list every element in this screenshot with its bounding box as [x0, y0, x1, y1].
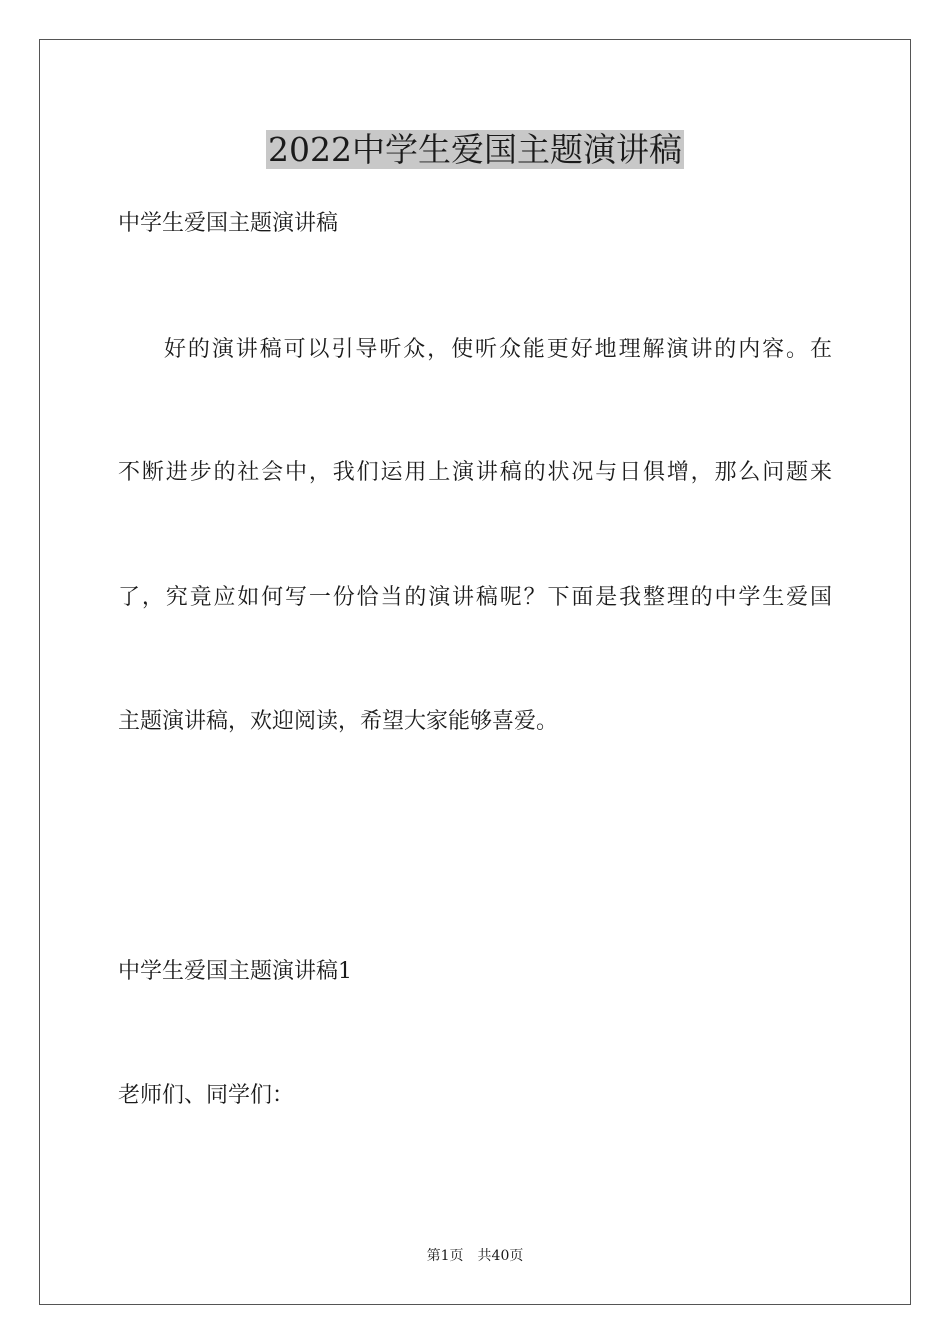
- intro-line-2: 不断进步的社会中，我们运用上演讲稿的状况与日俱增，那么问题来: [118, 460, 832, 485]
- document-subtitle: 中学生爱国主题演讲稿: [118, 211, 339, 236]
- page-total: 共40页: [477, 1248, 524, 1264]
- page-number: 第1页: [426, 1248, 464, 1264]
- document-title: [0, 128, 950, 172]
- page-footer: [0, 1247, 950, 1265]
- greeting: 老师们、同学们：: [118, 1083, 295, 1108]
- section-heading: 中学生爱国主题演讲稿1: [118, 959, 352, 984]
- intro-line-4: 主题演讲稿，欢迎阅读，希望大家能够喜爱。: [118, 709, 559, 734]
- document-title-text: 2022中学生爱国主题演讲稿: [268, 130, 682, 169]
- intro-line-3: 了，究竟应如何写一份恰当的演讲稿呢？下面是我整理的中学生爱国: [118, 585, 832, 610]
- intro-line-1: 好的演讲稿可以引导听众，使听众能更好地理解演讲的内容。在: [164, 337, 832, 362]
